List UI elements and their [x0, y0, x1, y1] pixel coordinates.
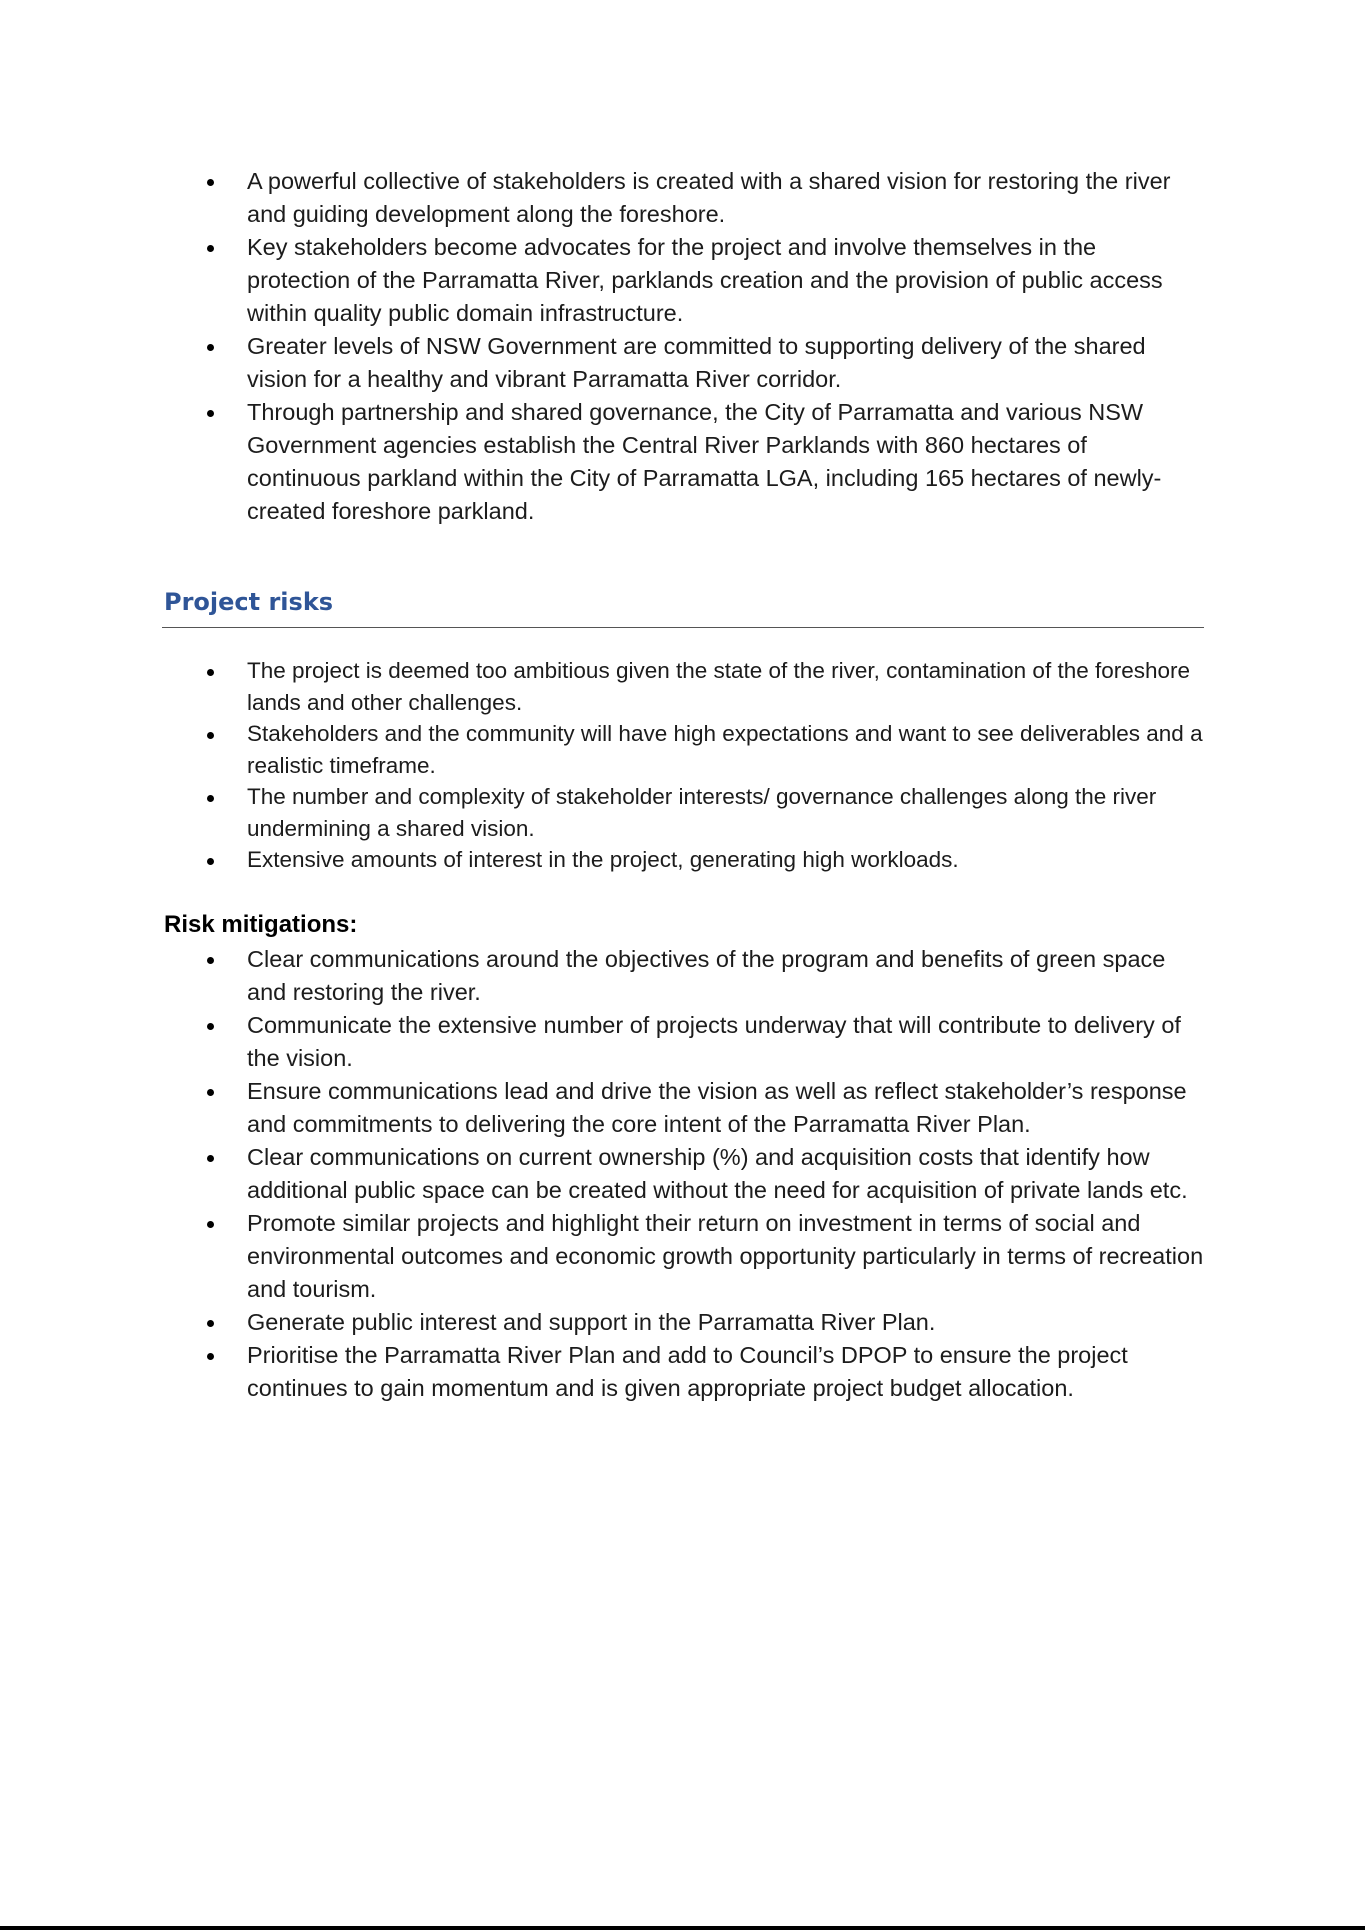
list-item-text: Clear communications around the objectives of the program and benefits of green space and restoring the river. [247, 946, 1166, 1005]
bullet-icon [207, 1353, 214, 1360]
heading-divider [162, 627, 1204, 628]
list-item-text: Greater levels of NSW Government are committed to supporting delivery of the shared vision for a healthy and vibrant Parramatta River corridor. [247, 333, 1146, 392]
list-item [204, 844, 1204, 876]
list-item [204, 718, 1204, 781]
bullet-icon [207, 245, 214, 252]
page-bottom-edge [0, 1926, 1365, 1930]
bullet-icon [207, 179, 214, 186]
bullet-icon [207, 1023, 214, 1030]
section-heading-project-risks: Project risks [164, 588, 334, 616]
subheading-risk-mitigations: Risk mitigations: [164, 911, 358, 938]
list-item [204, 231, 1204, 330]
list-item [204, 943, 1204, 1009]
list-item [204, 1009, 1204, 1075]
bullet-icon [207, 410, 214, 417]
list-item-text: Stakeholders and the community will have high expectations and want to see deliverables and a realistic timeframe. [247, 721, 1203, 778]
list-item [204, 396, 1204, 528]
list-item-text: The number and complexity of stakeholder interests/ governance challenges along the river undermining a shared vision. [247, 784, 1157, 841]
list-item [204, 1075, 1204, 1141]
list-item-text: A powerful collective of stakeholders is created with a shared vision for restoring the river and guiding development along the foreshore. [247, 168, 1171, 227]
benefits-list [204, 165, 1204, 528]
bullet-icon [207, 732, 214, 739]
list-item [204, 781, 1204, 844]
list-item-text: Through partnership and shared governance, the City of Parramatta and various NSW Government agencies establish the Central River Parklands with 860 hectares of continuous parkland within the City of Parramatta LGA, including 165 hectares of newly-created foreshore parkland. [247, 399, 1162, 524]
list-item [204, 655, 1204, 718]
list-item-text: Clear communications on current ownership (%) and acquisition costs that identify how additional public space can be created without the need for acquisition of private lands etc. [247, 1144, 1188, 1203]
list-item-text: Generate public interest and support in the Parramatta River Plan. [247, 1309, 936, 1335]
bullet-icon [207, 1221, 214, 1228]
bullet-icon [207, 669, 214, 676]
list-item [204, 1207, 1204, 1306]
bullet-icon [207, 1320, 214, 1327]
list-item [204, 1339, 1204, 1405]
bullet-icon [207, 957, 214, 964]
list-item-text: Key stakeholders become advocates for the project and involve themselves in the protection of the Parramatta River, parklands creation and the provision of public access within quality public domain infrastructure. [247, 234, 1163, 326]
bullet-icon [207, 1089, 214, 1096]
list-item-text: The project is deemed too ambitious given the state of the river, contamination of the foreshore lands and other challenges. [247, 658, 1191, 715]
list-item [204, 1141, 1204, 1207]
risk-mitigations-list [204, 943, 1204, 1405]
list-item [204, 165, 1204, 231]
list-item-text: Promote similar projects and highlight their return on investment in terms of social and environmental outcomes and economic growth opportunity particularly in terms of recreation and tourism. [247, 1210, 1204, 1302]
list-item-text: Communicate the extensive number of projects underway that will contribute to delivery of the vision. [247, 1012, 1181, 1071]
bullet-icon [207, 795, 214, 802]
project-risks-list [204, 655, 1204, 876]
list-item-text: Prioritise the Parramatta River Plan and add to Council’s DPOP to ensure the project continues to gain momentum and is given appropriate project budget allocation. [247, 1342, 1128, 1401]
list-item [204, 330, 1204, 396]
bullet-icon [207, 1155, 214, 1162]
list-item-text: Extensive amounts of interest in the project, generating high workloads. [247, 847, 959, 872]
bullet-icon [207, 344, 214, 351]
list-item-text: Ensure communications lead and drive the vision as well as reflect stakeholder’s response and commitments to delivering the core intent of the Parramatta River Plan. [247, 1078, 1187, 1137]
bullet-icon [207, 858, 214, 865]
list-item [204, 1306, 1204, 1339]
